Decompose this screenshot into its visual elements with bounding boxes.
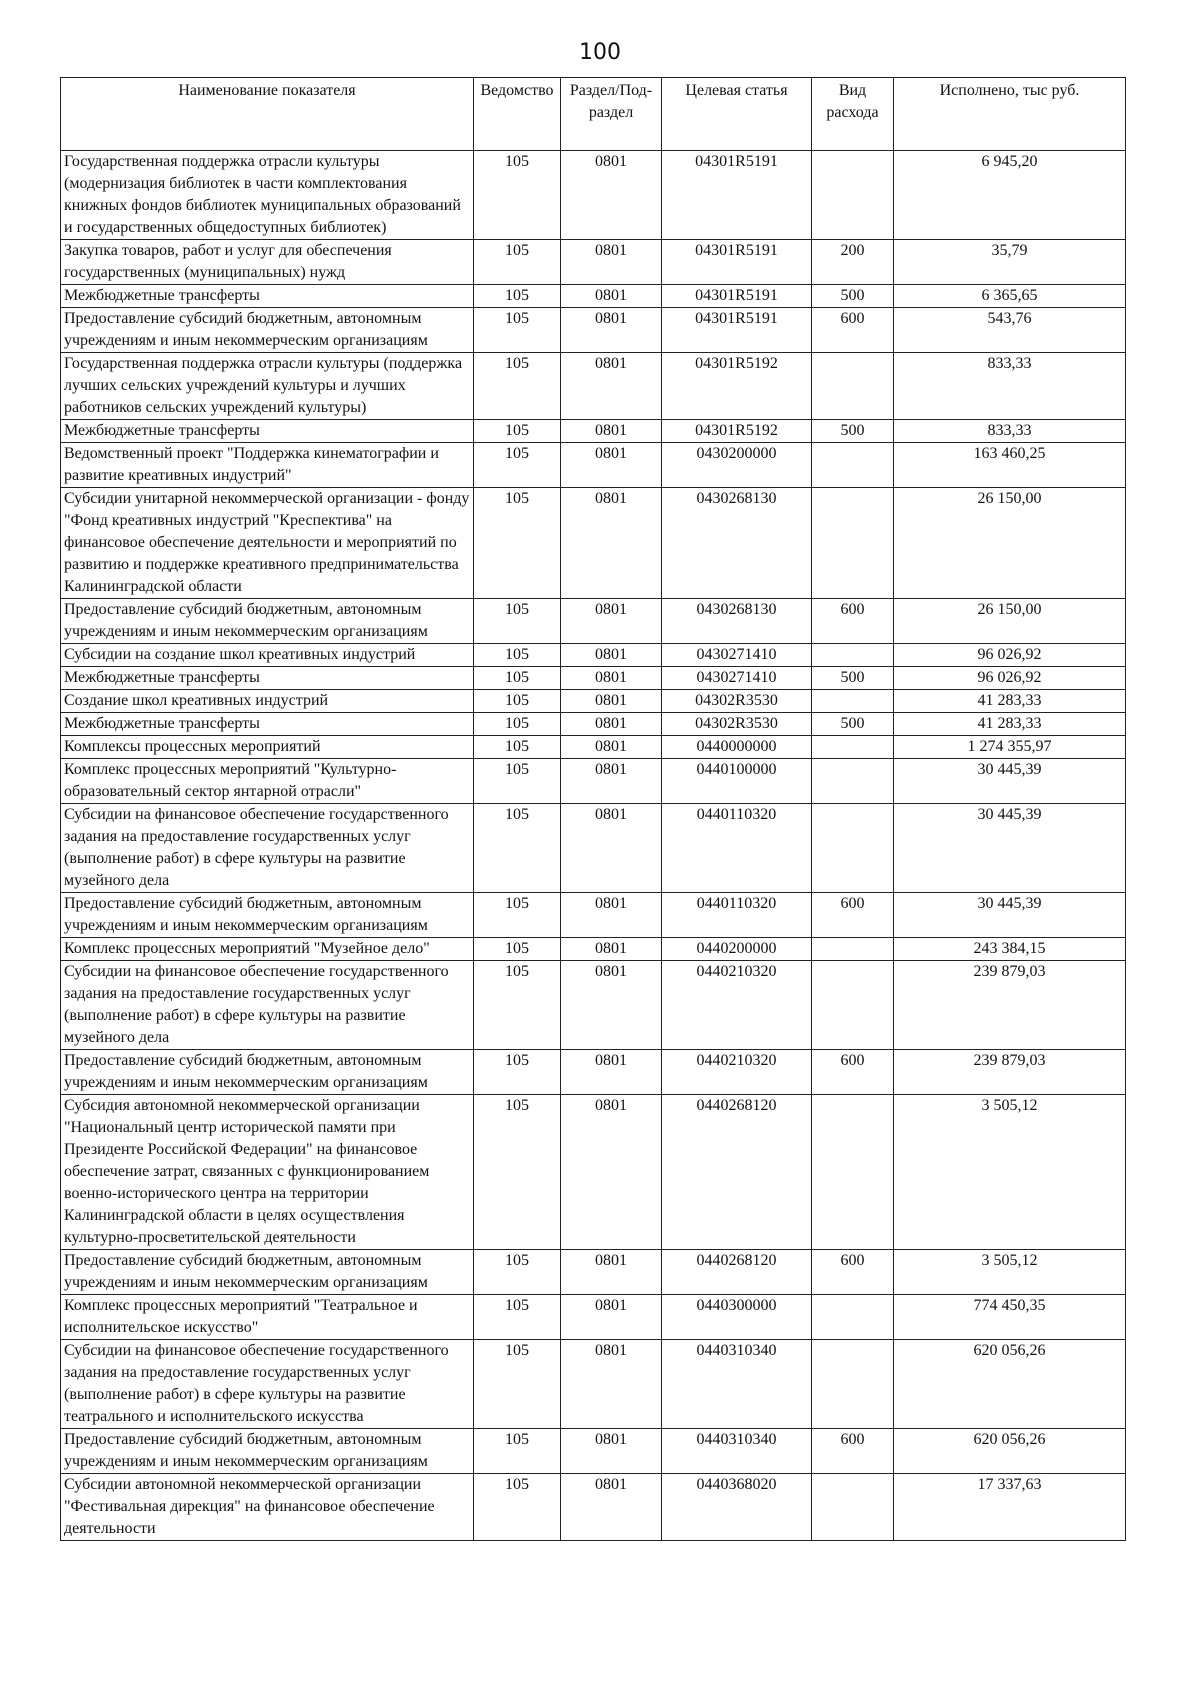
cell-amount: 41 283,33 (894, 713, 1126, 736)
cell-type (812, 1095, 894, 1250)
cell-section: 0801 (561, 308, 662, 353)
cell-type: 600 (812, 1050, 894, 1095)
table-row (61, 151, 1126, 240)
table-row (61, 961, 1126, 1050)
table-row (61, 736, 1126, 759)
cell-type (812, 151, 894, 240)
cell-name: Предоставление субсидий бюджетным, автономным учреждениям и иным некоммерческим организациям (61, 1250, 474, 1295)
cell-type (812, 488, 894, 599)
cell-dept: 105 (474, 1474, 561, 1541)
header-dept: Ведомство (474, 78, 561, 151)
cell-target: 04301R5192 (662, 353, 812, 420)
cell-type (812, 961, 894, 1050)
cell-type: 500 (812, 713, 894, 736)
cell-dept: 105 (474, 353, 561, 420)
header-amount: Исполнено, тыс руб. (894, 78, 1126, 151)
cell-amount: 833,33 (894, 420, 1126, 443)
cell-name: Субсидии унитарной некоммерческой организации - фонду "Фонд креативных индустрий "Креспектива" на финансовое обеспечение деятельности и мероприятий по развитию и поддержке креативного предпринимательства Калининградской области (61, 488, 474, 599)
header-type: Вид расхода (812, 78, 894, 151)
cell-name: Межбюджетные трансферты (61, 285, 474, 308)
cell-amount: 6 945,20 (894, 151, 1126, 240)
cell-section: 0801 (561, 690, 662, 713)
cell-target: 04301R5191 (662, 240, 812, 285)
cell-name: Комплексы процессных мероприятий (61, 736, 474, 759)
cell-dept: 105 (474, 1340, 561, 1429)
cell-amount: 620 056,26 (894, 1429, 1126, 1474)
cell-name: Субсидии на финансовое обеспечение государственного задания на предоставление государственных услуг (выполнение работ) в сфере культуры на развитие музейного дела (61, 804, 474, 893)
cell-type (812, 736, 894, 759)
cell-target: 04301R5191 (662, 285, 812, 308)
cell-section: 0801 (561, 893, 662, 938)
cell-type (812, 1295, 894, 1340)
cell-target: 0440210320 (662, 961, 812, 1050)
cell-type: 500 (812, 667, 894, 690)
table-row (61, 1340, 1126, 1429)
cell-section: 0801 (561, 240, 662, 285)
cell-amount: 3 505,12 (894, 1095, 1126, 1250)
cell-section: 0801 (561, 1474, 662, 1541)
table-row (61, 644, 1126, 667)
cell-amount: 35,79 (894, 240, 1126, 285)
cell-name: Субсидии на финансовое обеспечение государственного задания на предоставление государственных услуг (выполнение работ) в сфере культуры на развитие музейного дела (61, 961, 474, 1050)
cell-section: 0801 (561, 488, 662, 599)
cell-type: 600 (812, 599, 894, 644)
cell-amount: 243 384,15 (894, 938, 1126, 961)
cell-name: Создание школ креативных индустрий (61, 690, 474, 713)
cell-target: 0430200000 (662, 443, 812, 488)
cell-name: Комплекс процессных мероприятий "Музейное дело" (61, 938, 474, 961)
cell-section: 0801 (561, 1340, 662, 1429)
cell-type: 200 (812, 240, 894, 285)
cell-name: Государственная поддержка отрасли культуры (модернизация библиотек в части комплектования книжных фондов библиотек муниципальных образований и государственных общедоступных библиотек) (61, 151, 474, 240)
cell-section: 0801 (561, 285, 662, 308)
cell-dept: 105 (474, 804, 561, 893)
cell-section: 0801 (561, 1050, 662, 1095)
cell-section: 0801 (561, 353, 662, 420)
cell-dept: 105 (474, 759, 561, 804)
budget-table (60, 77, 1126, 1541)
table-row (61, 420, 1126, 443)
cell-name: Комплекс процессных мероприятий "Театральное и исполнительское искусство" (61, 1295, 474, 1340)
cell-section: 0801 (561, 759, 662, 804)
cell-amount: 239 879,03 (894, 1050, 1126, 1095)
cell-amount: 6 365,65 (894, 285, 1126, 308)
header-name: Наименование показателя (61, 78, 474, 151)
cell-amount: 30 445,39 (894, 893, 1126, 938)
cell-name: Субсидия автономной некоммерческой организации "Национальный центр исторической памяти при Президенте Российской Федерации" на финансовое обеспечение затрат, связанных с функционированием военно-исторического центра на территории Калининградской области в целях осуществления культурно-просветительской деятельности (61, 1095, 474, 1250)
table-row (61, 804, 1126, 893)
table-row (61, 690, 1126, 713)
cell-type (812, 443, 894, 488)
cell-dept: 105 (474, 1095, 561, 1250)
cell-type (812, 690, 894, 713)
cell-dept: 105 (474, 443, 561, 488)
cell-target: 0440310340 (662, 1429, 812, 1474)
cell-dept: 105 (474, 667, 561, 690)
cell-name: Предоставление субсидий бюджетным, автономным учреждениям и иным некоммерческим организациям (61, 1429, 474, 1474)
cell-section: 0801 (561, 1250, 662, 1295)
cell-target: 0430271410 (662, 667, 812, 690)
cell-amount: 543,76 (894, 308, 1126, 353)
cell-name: Предоставление субсидий бюджетным, автономным учреждениям и иным некоммерческим организациям (61, 308, 474, 353)
cell-name: Субсидии на финансовое обеспечение государственного задания на предоставление государственных услуг (выполнение работ) в сфере культуры на развитие театрального и исполнительского искусства (61, 1340, 474, 1429)
header-target: Целевая статья (662, 78, 812, 151)
cell-target: 0430271410 (662, 644, 812, 667)
cell-dept: 105 (474, 893, 561, 938)
cell-target: 0430268130 (662, 488, 812, 599)
table-row (61, 893, 1126, 938)
cell-dept: 105 (474, 599, 561, 644)
cell-target: 0440268120 (662, 1095, 812, 1250)
cell-section: 0801 (561, 961, 662, 1050)
cell-dept: 105 (474, 713, 561, 736)
cell-section: 0801 (561, 736, 662, 759)
cell-section: 0801 (561, 151, 662, 240)
cell-section: 0801 (561, 443, 662, 488)
cell-section: 0801 (561, 713, 662, 736)
cell-amount: 163 460,25 (894, 443, 1126, 488)
table-row (61, 713, 1126, 736)
cell-dept: 105 (474, 488, 561, 599)
cell-type (812, 1474, 894, 1541)
cell-name: Комплекс процессных мероприятий "Культурно-образовательный сектор янтарной отрасли" (61, 759, 474, 804)
cell-amount: 26 150,00 (894, 599, 1126, 644)
cell-dept: 105 (474, 1250, 561, 1295)
table-row (61, 599, 1126, 644)
table-row (61, 353, 1126, 420)
cell-name: Межбюджетные трансферты (61, 667, 474, 690)
table-row (61, 1474, 1126, 1541)
cell-type (812, 759, 894, 804)
cell-dept: 105 (474, 1429, 561, 1474)
cell-name: Ведомственный проект "Поддержка кинематографии и развитие креативных индустрий" (61, 443, 474, 488)
cell-target: 04301R5192 (662, 420, 812, 443)
cell-amount: 3 505,12 (894, 1250, 1126, 1295)
cell-type (812, 804, 894, 893)
cell-dept: 105 (474, 420, 561, 443)
cell-type: 500 (812, 420, 894, 443)
cell-target: 04302R3530 (662, 713, 812, 736)
cell-amount: 96 026,92 (894, 644, 1126, 667)
cell-amount: 833,33 (894, 353, 1126, 420)
table-row (61, 443, 1126, 488)
cell-dept: 105 (474, 1295, 561, 1340)
cell-amount: 1 274 355,97 (894, 736, 1126, 759)
cell-name: Межбюджетные трансферты (61, 420, 474, 443)
table-row (61, 488, 1126, 599)
cell-section: 0801 (561, 644, 662, 667)
table-row (61, 1429, 1126, 1474)
cell-dept: 105 (474, 308, 561, 353)
cell-target: 0440368020 (662, 1474, 812, 1541)
cell-type: 600 (812, 1250, 894, 1295)
cell-amount: 26 150,00 (894, 488, 1126, 599)
cell-section: 0801 (561, 1095, 662, 1250)
table-row (61, 1050, 1126, 1095)
cell-name: Предоставление субсидий бюджетным, автономным учреждениям и иным некоммерческим организациям (61, 893, 474, 938)
cell-section: 0801 (561, 1295, 662, 1340)
cell-type: 600 (812, 893, 894, 938)
cell-type (812, 1340, 894, 1429)
cell-amount: 41 283,33 (894, 690, 1126, 713)
cell-amount: 30 445,39 (894, 804, 1126, 893)
cell-target: 0430268130 (662, 599, 812, 644)
cell-section: 0801 (561, 1429, 662, 1474)
cell-section: 0801 (561, 420, 662, 443)
cell-section: 0801 (561, 667, 662, 690)
cell-type (812, 938, 894, 961)
cell-target: 0440310340 (662, 1340, 812, 1429)
cell-amount: 239 879,03 (894, 961, 1126, 1050)
cell-target: 0440200000 (662, 938, 812, 961)
cell-type (812, 644, 894, 667)
cell-name: Предоставление субсидий бюджетным, автономным учреждениям и иным некоммерческим организациям (61, 599, 474, 644)
cell-target: 0440300000 (662, 1295, 812, 1340)
table-row (61, 308, 1126, 353)
cell-name: Государственная поддержка отрасли культуры (поддержка лучших сельских учреждений культуры и лучших работников сельских учреждений культуры) (61, 353, 474, 420)
cell-target: 04301R5191 (662, 308, 812, 353)
page-number: 100 (579, 40, 621, 65)
cell-type (812, 353, 894, 420)
cell-name: Субсидии на создание школ креативных индустрий (61, 644, 474, 667)
cell-target: 0440110320 (662, 893, 812, 938)
cell-dept: 105 (474, 938, 561, 961)
table-row (61, 759, 1126, 804)
cell-target: 0440100000 (662, 759, 812, 804)
cell-target: 0440268120 (662, 1250, 812, 1295)
table-header-row (61, 78, 1126, 151)
cell-amount: 774 450,35 (894, 1295, 1126, 1340)
cell-dept: 105 (474, 690, 561, 713)
cell-name: Межбюджетные трансферты (61, 713, 474, 736)
cell-target: 04301R5191 (662, 151, 812, 240)
table-row (61, 938, 1126, 961)
cell-section: 0801 (561, 938, 662, 961)
table-row (61, 1095, 1126, 1250)
cell-name: Закупка товаров, работ и услуг для обеспечения государственных (муниципальных) нужд (61, 240, 474, 285)
cell-dept: 105 (474, 240, 561, 285)
cell-type: 600 (812, 1429, 894, 1474)
cell-target: 0440110320 (662, 804, 812, 893)
header-section: Раздел/Под-раздел (561, 78, 662, 151)
table-row (61, 1250, 1126, 1295)
cell-section: 0801 (561, 804, 662, 893)
cell-section: 0801 (561, 599, 662, 644)
table-row (61, 667, 1126, 690)
cell-name: Предоставление субсидий бюджетным, автономным учреждениям и иным некоммерческим организациям (61, 1050, 474, 1095)
cell-dept: 105 (474, 961, 561, 1050)
cell-amount: 96 026,92 (894, 667, 1126, 690)
table-row (61, 285, 1126, 308)
cell-target: 0440210320 (662, 1050, 812, 1095)
cell-dept: 105 (474, 285, 561, 308)
cell-dept: 105 (474, 644, 561, 667)
table-row (61, 240, 1126, 285)
cell-amount: 620 056,26 (894, 1340, 1126, 1429)
cell-amount: 30 445,39 (894, 759, 1126, 804)
cell-name: Субсидии автономной некоммерческой организации "Фестивальная дирекция" на финансовое обеспечение деятельности (61, 1474, 474, 1541)
table-row (61, 1295, 1126, 1340)
cell-dept: 105 (474, 736, 561, 759)
cell-amount: 17 337,63 (894, 1474, 1126, 1541)
cell-target: 04302R3530 (662, 690, 812, 713)
cell-target: 0440000000 (662, 736, 812, 759)
cell-dept: 105 (474, 151, 561, 240)
cell-dept: 105 (474, 1050, 561, 1095)
cell-type: 600 (812, 308, 894, 353)
cell-type: 500 (812, 285, 894, 308)
